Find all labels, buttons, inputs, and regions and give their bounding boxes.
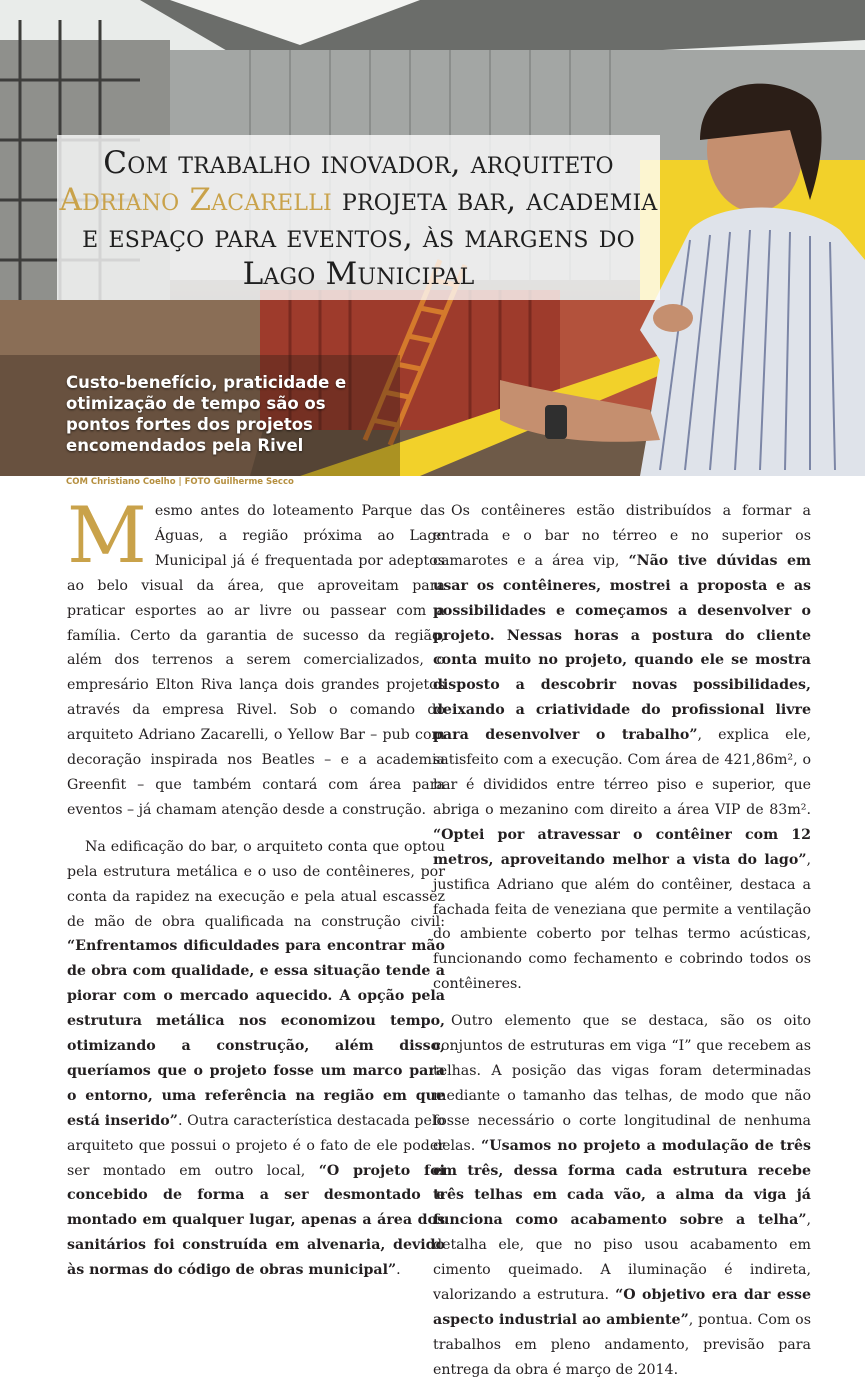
body-text: , detalha ele, que no piso usou acabamento em cimento queimado. A iluminação é indireta, valorizando a estrutura.	[433, 1212, 811, 1304]
left-column-paragraph	[67, 835, 445, 1283]
body-text: .	[396, 1262, 401, 1279]
body-text: Outro elemento que se destaca, são os oito conjuntos de estruturas em viga “I” que recebem as telhas. A posição das vigas foram determinadas mediante o tamanho das telhas, de modo que não fosse necessário o corte longitudinal de nenhuma delas.	[433, 1013, 811, 1154]
right-column-paragraph	[433, 1009, 811, 1383]
quote-text: “Usamos no projeto a modulação de três em três, dessa forma cada estrutura recebe três telhas em cada vão, a alma da viga já funciona como acabamento sobre a telha”	[433, 1137, 811, 1229]
title-part-2: projeta bar, academia e espaço para eventos, às margens do Lago Municipal	[82, 182, 658, 292]
body-text: , justifica Adriano que além do contêiner, destaca a fachada feita de veneziana que permite a ventilação do ambiente coberto por telhas termo acústicas, funcionando como fechamento e cobrindo todos os contêineres.	[433, 851, 811, 993]
quote-text: “O projeto foi concebido de forma a ser desmontado e montado em qualquer lugar, apenas a área dos sanitários foi construída em alvenaria, devido às normas do código de obras municipal”	[67, 1162, 445, 1279]
photo-credits: COM Christiano Coelho | FOTO Guilherme Secco	[66, 477, 294, 487]
quote-text: “Optei por atravessar o contêiner com 12 metros, aproveitando melhor a vista do lago”	[433, 826, 811, 868]
title-highlight-name: Adriano Zacarelli	[59, 182, 332, 218]
quote-text: “Não tive dúvidas em usar os contêineres, mostrei a proposta e as possibilidades e começamos a desenvolver o projeto. Nessas horas a postura do cliente conta muito no projeto, quando ele se mostra disposto a descobrir novas possibilidades, deixando a criatividade do profissional livre para desenvolver o trabalho”	[433, 552, 811, 744]
article-title	[57, 145, 660, 293]
body-text: Os contêineres estão distribuídos a formar a entrada e o bar no térreo e no superior os camarotes e a área vip,	[433, 503, 811, 569]
right-column	[433, 499, 811, 1395]
body-text: esmo antes do loteamento Parque das Águas, a região próxima ao Lago Municipal já é frequentada por adeptos ao belo visual da área, que aproveitam para praticar esportes ao ar livre ou passear com a família. Certo da garantia de sucesso da região, além dos terrenos a serem comercializados, o empresário Elton Riva lança dois grandes projetos através da empresa Rivel. Sob o comando do arquiteto Adriano Zacarelli, o Yellow Bar – pub com decoração inspirada nos Beatles – e a academia Greenfit – que também contará com área para eventos – já chamam atenção desde a construção.	[67, 503, 445, 818]
body-text: , pontua. Com os trabalhos em pleno andamento, previsão para entrega da obra é março de 2014.	[433, 1312, 811, 1378]
body-text: . Outra característica destacada pelo arquiteto que possui o projeto é o fato de ele poder ser montado em outro local,	[67, 1112, 445, 1179]
quote-text: “O objetivo era dar esse aspecto industrial ao ambiente”	[433, 1287, 811, 1328]
body-text: , explica ele, satisfeito com a execução. Com área de 421,86m², o bar é divididos entre térreo piso e superior, que abriga o mezanino com direito a área VIP de 83m².	[433, 727, 812, 818]
left-column-paragraph	[67, 491, 445, 823]
hero-photo	[0, 0, 865, 476]
drop-cap: M	[67, 491, 147, 581]
quote-text: “Enfrentamos dificuldades para encontrar mão de obra com qualidade, e essa situação tende a piorar com o mercado aquecido. A opção pela estrutura metálica nos economizou tempo, otimizando a construção, além disso, queríamos que o projeto fosse um marco para o entorno, uma referência na região em que está inserido”	[67, 938, 445, 1129]
article-subtitle: Custo-benefício, praticidade e otimização de tempo são os pontos fortes dos projetos encomendados pela Rivel	[66, 373, 347, 455]
right-column-paragraph	[433, 499, 811, 997]
title-part-1: Com trabalho inovador, arquiteto	[103, 145, 614, 181]
left-column	[67, 491, 445, 1295]
body-text: Na edificação do bar, o arquiteto conta que optou pela estrutura metálica e o uso de contêineres, por conta da rapidez na execução e pela atual escassez de mão de obra qualificada na construção civil:	[67, 838, 445, 930]
